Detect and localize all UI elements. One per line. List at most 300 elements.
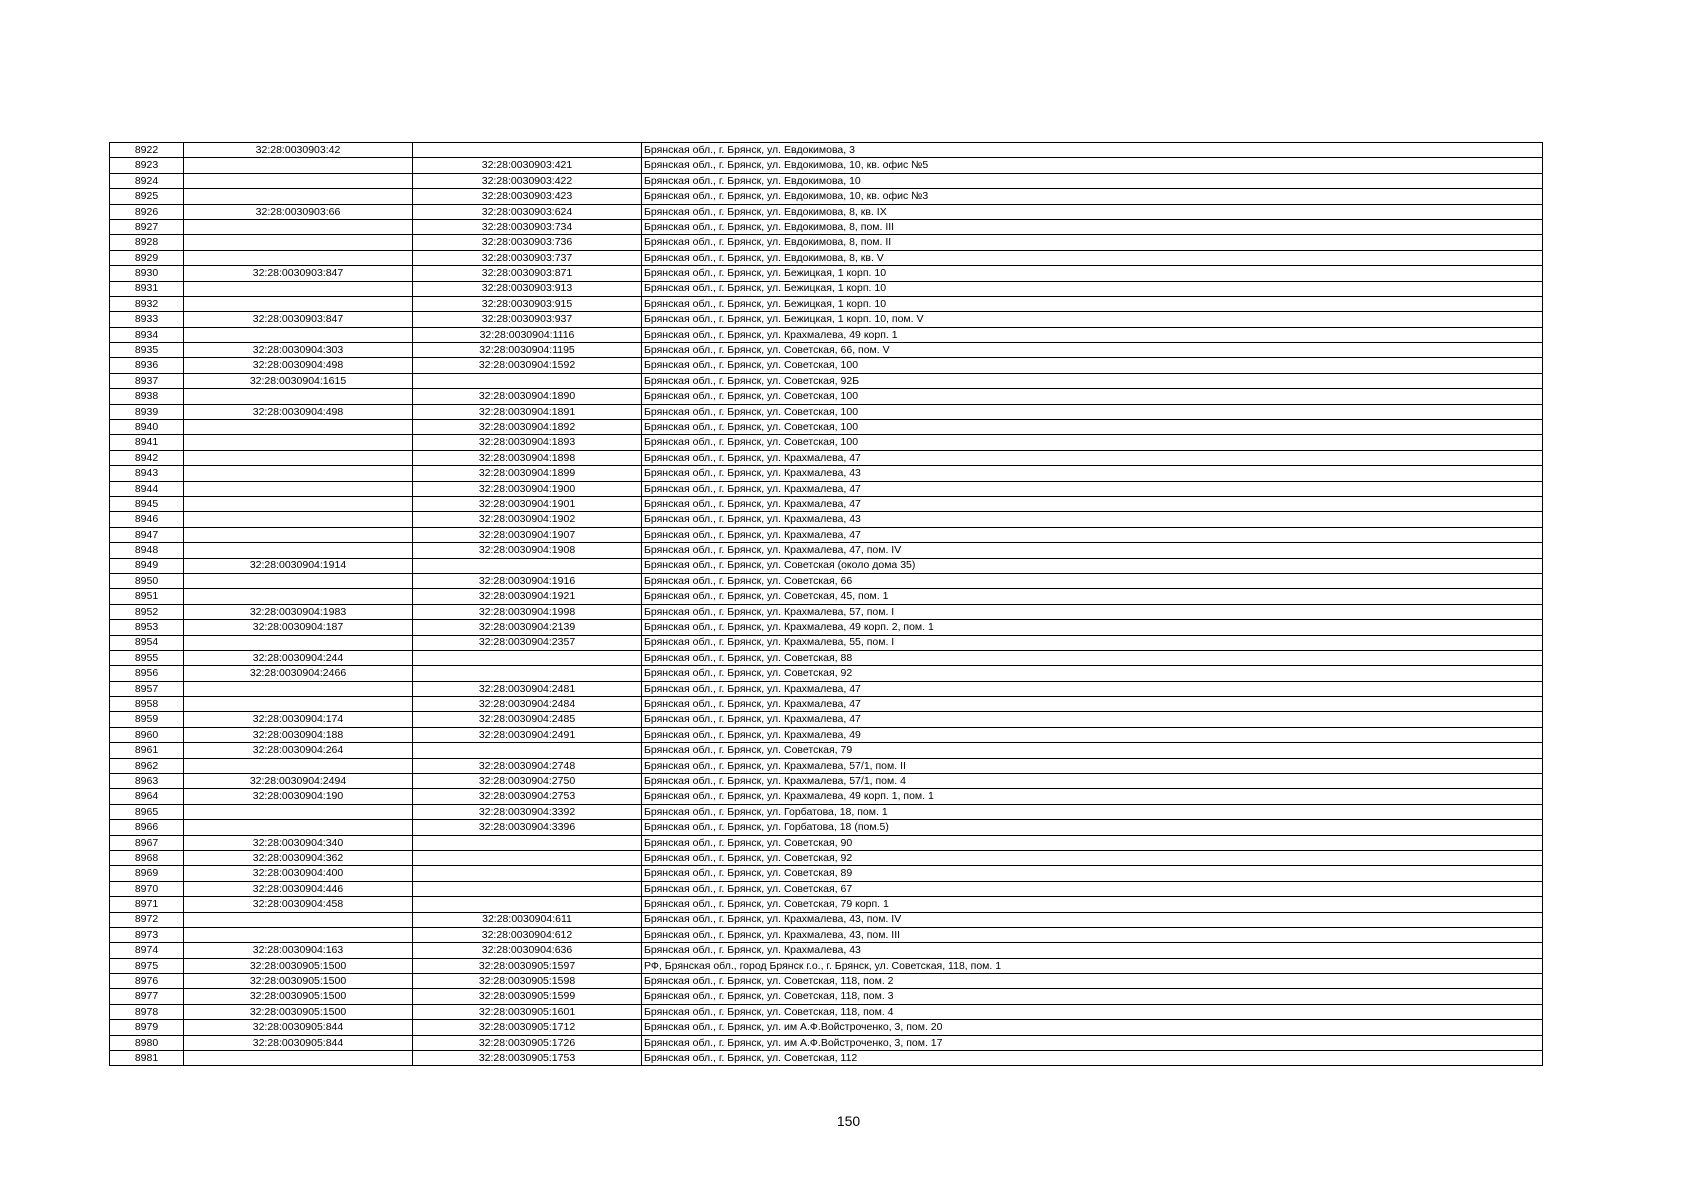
row-number-cell: 8929: [110, 250, 184, 265]
parcel-number-cell: [184, 420, 413, 435]
parcel-number-cell: 32:28:0030904:188: [184, 727, 413, 742]
table-row: [110, 912, 1543, 927]
table-row: [110, 697, 1543, 712]
address-cell: Брянская обл., г. Брянск, ул. Евдокимова, 8, пом. II: [642, 235, 1543, 250]
address-cell: Брянская обл., г. Брянск, ул. Крахмалева, 47: [642, 481, 1543, 496]
row-number-cell: 8931: [110, 281, 184, 296]
address-cell: Брянская обл., г. Брянск, ул. Советская, 100: [642, 358, 1543, 373]
object-number-cell: 32:28:0030903:624: [413, 204, 642, 219]
parcel-number-cell: [184, 389, 413, 404]
address-cell: Брянская обл., г. Брянск, ул. Советская, 118, пом. 4: [642, 1004, 1543, 1019]
row-number-cell: 8923: [110, 158, 184, 173]
address-cell: Брянская обл., г. Брянск, ул. Советская, 118, пом. 2: [642, 974, 1543, 989]
object-number-cell: [413, 881, 642, 896]
address-cell: Брянская обл., г. Брянск, ул. Крахмалева, 49 корп. 2, пом. 1: [642, 620, 1543, 635]
address-cell: Брянская обл., г. Брянск, ул. Бежицкая, 1 корп. 10: [642, 266, 1543, 281]
row-number-cell: 8958: [110, 697, 184, 712]
address-cell: Брянская обл., г. Брянск, ул. Советская, 88: [642, 650, 1543, 665]
parcel-number-cell: [184, 173, 413, 188]
table-row: [110, 666, 1543, 681]
address-cell: Брянская обл., г. Брянск, ул. Крахмалева, 47: [642, 527, 1543, 542]
row-number-cell: 8980: [110, 1035, 184, 1050]
parcel-number-cell: 32:28:0030905:1500: [184, 958, 413, 973]
row-number-cell: 8960: [110, 727, 184, 742]
row-number-cell: 8951: [110, 589, 184, 604]
parcel-number-cell: 32:28:0030904:446: [184, 881, 413, 896]
row-number-cell: 8941: [110, 435, 184, 450]
object-number-cell: 32:28:0030903:915: [413, 296, 642, 311]
object-number-cell: 32:28:0030904:1907: [413, 527, 642, 542]
parcel-number-cell: [184, 189, 413, 204]
parcel-number-cell: 32:28:0030905:1500: [184, 989, 413, 1004]
object-number-cell: 32:28:0030904:3396: [413, 820, 642, 835]
object-number-cell: 32:28:0030905:1597: [413, 958, 642, 973]
object-number-cell: 32:28:0030904:2481: [413, 681, 642, 696]
object-number-cell: 32:28:0030904:1195: [413, 343, 642, 358]
address-cell: Брянская обл., г. Брянск, ул. Крахмалева, 57, пом. I: [642, 604, 1543, 619]
table-row: [110, 1035, 1543, 1050]
address-cell: Брянская обл., г. Брянск, ул. Евдокимова, 3: [642, 143, 1543, 158]
object-number-cell: 32:28:0030903:736: [413, 235, 642, 250]
address-cell: Брянская обл., г. Брянск, ул. Крахмалева, 43, пом. IV: [642, 912, 1543, 927]
object-number-cell: 32:28:0030904:1892: [413, 420, 642, 435]
table-row: [110, 235, 1543, 250]
parcel-number-cell: 32:28:0030904:174: [184, 712, 413, 727]
address-cell: Брянская обл., г. Брянск, ул. Крахмалева, 47: [642, 681, 1543, 696]
row-number-cell: 8981: [110, 1051, 184, 1066]
table-row: [110, 219, 1543, 234]
row-number-cell: 8928: [110, 235, 184, 250]
row-number-cell: 8927: [110, 219, 184, 234]
table-row: [110, 573, 1543, 588]
parcel-number-cell: [184, 635, 413, 650]
object-number-cell: 32:28:0030904:636: [413, 943, 642, 958]
address-cell: Брянская обл., г. Брянск, ул. Евдокимова, 8, пом. III: [642, 219, 1543, 234]
row-number-cell: 8979: [110, 1020, 184, 1035]
address-cell: Брянская обл., г. Брянск, ул. Советская, 66, пом. V: [642, 343, 1543, 358]
row-number-cell: 8954: [110, 635, 184, 650]
row-number-cell: 8943: [110, 466, 184, 481]
table-row: [110, 989, 1543, 1004]
object-number-cell: 32:28:0030904:1891: [413, 404, 642, 419]
parcel-number-cell: 32:28:0030905:1500: [184, 1004, 413, 1019]
address-cell: Брянская обл., г. Брянск, ул. Крахмалева, 55, пом. I: [642, 635, 1543, 650]
parcel-number-cell: 32:28:0030905:1500: [184, 974, 413, 989]
table-row: [110, 758, 1543, 773]
object-number-cell: 32:28:0030904:2484: [413, 697, 642, 712]
parcel-number-cell: [184, 697, 413, 712]
parcel-number-cell: 32:28:0030904:264: [184, 743, 413, 758]
parcel-number-cell: [184, 820, 413, 835]
table-row: [110, 143, 1543, 158]
address-cell: Брянская обл., г. Брянск, ул. Крахмалева, 47: [642, 450, 1543, 465]
table-row: [110, 897, 1543, 912]
object-number-cell: 32:28:0030904:2491: [413, 727, 642, 742]
parcel-number-cell: [184, 219, 413, 234]
address-cell: Брянская обл., г. Брянск, ул. Советская, 45, пом. 1: [642, 589, 1543, 604]
row-number-cell: 8956: [110, 666, 184, 681]
object-number-cell: 32:28:0030904:1898: [413, 450, 642, 465]
parcel-number-cell: 32:28:0030904:1914: [184, 558, 413, 573]
row-number-cell: 8947: [110, 527, 184, 542]
table-row: [110, 835, 1543, 850]
table-row: [110, 681, 1543, 696]
row-number-cell: 8925: [110, 189, 184, 204]
object-number-cell: [413, 650, 642, 665]
row-number-cell: 8932: [110, 296, 184, 311]
object-number-cell: 32:28:0030904:1893: [413, 435, 642, 450]
table-row: [110, 189, 1543, 204]
object-number-cell: 32:28:0030903:421: [413, 158, 642, 173]
row-number-cell: 8974: [110, 943, 184, 958]
row-number-cell: 8969: [110, 866, 184, 881]
address-cell: РФ, Брянская обл., город Брянск г.о., г. Брянск, ул. Советская, 118, пом. 1: [642, 958, 1543, 973]
table-row: [110, 527, 1543, 542]
row-number-cell: 8938: [110, 389, 184, 404]
parcel-number-cell: 32:28:0030904:498: [184, 358, 413, 373]
table-row: [110, 804, 1543, 819]
address-cell: Брянская обл., г. Брянск, ул. Крахмалева, 49 корп. 1: [642, 327, 1543, 342]
address-cell: Брянская обл., г. Брянск, ул. Горбатова, 18 (пом.5): [642, 820, 1543, 835]
object-number-cell: 32:28:0030905:1598: [413, 974, 642, 989]
address-cell: Брянская обл., г. Брянск, ул. Советская, 79 корп. 1: [642, 897, 1543, 912]
object-number-cell: 32:28:0030904:1116: [413, 327, 642, 342]
address-cell: Брянская обл., г. Брянск, ул. Крахмалева, 43: [642, 512, 1543, 527]
address-cell: Брянская обл., г. Брянск, ул. Бежицкая, 1 корп. 10: [642, 296, 1543, 311]
table-row: [110, 343, 1543, 358]
address-cell: Брянская обл., г. Брянск, ул. Советская, 90: [642, 835, 1543, 850]
table-row: [110, 881, 1543, 896]
table-row: [110, 373, 1543, 388]
table-row: [110, 820, 1543, 835]
table-row: [110, 358, 1543, 373]
parcel-number-cell: [184, 804, 413, 819]
table-row: [110, 204, 1543, 219]
object-number-cell: 32:28:0030903:737: [413, 250, 642, 265]
address-cell: Брянская обл., г. Брянск, ул. Крахмалева, 43, пом. III: [642, 927, 1543, 942]
row-number-cell: 8953: [110, 620, 184, 635]
table-row: [110, 774, 1543, 789]
object-number-cell: 32:28:0030905:1599: [413, 989, 642, 1004]
object-number-cell: 32:28:0030904:1916: [413, 573, 642, 588]
table-row: [110, 312, 1543, 327]
parcel-number-cell: [184, 573, 413, 588]
table-row: [110, 420, 1543, 435]
table-row: [110, 158, 1543, 173]
row-number-cell: 8952: [110, 604, 184, 619]
parcel-number-cell: 32:28:0030905:844: [184, 1020, 413, 1035]
parcel-number-cell: 32:28:0030903:847: [184, 266, 413, 281]
parcel-number-cell: [184, 281, 413, 296]
parcel-number-cell: [184, 158, 413, 173]
registry-table-container: [109, 142, 1543, 1066]
address-cell: Брянская обл., г. Брянск, ул. им А.Ф.Войстроченко, 3, пом. 20: [642, 1020, 1543, 1035]
address-cell: Брянская обл., г. Брянск, ул. им А.Ф.Войстроченко, 3, пом. 17: [642, 1035, 1543, 1050]
parcel-number-cell: 32:28:0030904:187: [184, 620, 413, 635]
table-row: [110, 327, 1543, 342]
address-cell: Брянская обл., г. Брянск, ул. Крахмалева, 47, пом. IV: [642, 543, 1543, 558]
table-row: [110, 173, 1543, 188]
object-number-cell: [413, 558, 642, 573]
table-row: [110, 296, 1543, 311]
address-cell: Брянская обл., г. Брянск, ул. Советская, 92: [642, 666, 1543, 681]
row-number-cell: 8959: [110, 712, 184, 727]
address-cell: Брянская обл., г. Брянск, ул. Евдокимова, 10, кв. офис №5: [642, 158, 1543, 173]
row-number-cell: 8965: [110, 804, 184, 819]
parcel-number-cell: 32:28:0030904:244: [184, 650, 413, 665]
row-number-cell: 8975: [110, 958, 184, 973]
object-number-cell: 32:28:0030904:1890: [413, 389, 642, 404]
address-cell: Брянская обл., г. Брянск, ул. Советская, 92Б: [642, 373, 1543, 388]
object-number-cell: 32:28:0030904:2357: [413, 635, 642, 650]
address-cell: Брянская обл., г. Брянск, ул. Евдокимова, 8, кв. V: [642, 250, 1543, 265]
address-cell: Брянская обл., г. Брянск, ул. Горбатова, 18, пом. 1: [642, 804, 1543, 819]
parcel-number-cell: 32:28:0030903:42: [184, 143, 413, 158]
table-row: [110, 943, 1543, 958]
parcel-number-cell: [184, 327, 413, 342]
row-number-cell: 8978: [110, 1004, 184, 1019]
table-row: [110, 850, 1543, 865]
row-number-cell: 8939: [110, 404, 184, 419]
object-number-cell: 32:28:0030905:1601: [413, 1004, 642, 1019]
row-number-cell: 8964: [110, 789, 184, 804]
row-number-cell: 8976: [110, 974, 184, 989]
address-cell: Брянская обл., г. Брянск, ул. Советская, 79: [642, 743, 1543, 758]
address-cell: Брянская обл., г. Брянск, ул. Советская, 100: [642, 389, 1543, 404]
parcel-number-cell: 32:28:0030904:458: [184, 897, 413, 912]
row-number-cell: 8957: [110, 681, 184, 696]
parcel-number-cell: [184, 450, 413, 465]
table-row: [110, 712, 1543, 727]
object-number-cell: 32:28:0030904:2748: [413, 758, 642, 773]
object-number-cell: 32:28:0030904:1592: [413, 358, 642, 373]
object-number-cell: 32:28:0030905:1753: [413, 1051, 642, 1066]
row-number-cell: 8963: [110, 774, 184, 789]
address-cell: Брянская обл., г. Брянск, ул. Крахмалева, 47: [642, 712, 1543, 727]
address-cell: Брянская обл., г. Брянск, ул. Крахмалева, 57/1, пом. 4: [642, 774, 1543, 789]
table-row: [110, 512, 1543, 527]
row-number-cell: 8922: [110, 143, 184, 158]
row-number-cell: 8971: [110, 897, 184, 912]
address-cell: Брянская обл., г. Брянск, ул. Евдокимова, 10, кв. офис №3: [642, 189, 1543, 204]
table-row: [110, 404, 1543, 419]
row-number-cell: 8942: [110, 450, 184, 465]
address-cell: Брянская обл., г. Брянск, ул. Бежицкая, 1 корп. 10, пом. V: [642, 312, 1543, 327]
address-cell: Брянская обл., г. Брянск, ул. Крахмалева, 43: [642, 466, 1543, 481]
row-number-cell: 8944: [110, 481, 184, 496]
row-number-cell: 8930: [110, 266, 184, 281]
address-cell: Брянская обл., г. Брянск, ул. Крахмалева, 47: [642, 496, 1543, 511]
object-number-cell: 32:28:0030904:1902: [413, 512, 642, 527]
object-number-cell: 32:28:0030904:1921: [413, 589, 642, 604]
table-row: [110, 481, 1543, 496]
table-row: [110, 435, 1543, 450]
object-number-cell: [413, 897, 642, 912]
address-cell: Брянская обл., г. Брянск, ул. Крахмалева, 43: [642, 943, 1543, 958]
object-number-cell: [413, 373, 642, 388]
address-cell: Брянская обл., г. Брянск, ул. Евдокимова, 8, кв. IX: [642, 204, 1543, 219]
object-number-cell: 32:28:0030905:1712: [413, 1020, 642, 1035]
object-number-cell: 32:28:0030903:734: [413, 219, 642, 234]
row-number-cell: 8936: [110, 358, 184, 373]
address-cell: Брянская обл., г. Брянск, ул. Советская, 100: [642, 404, 1543, 419]
object-number-cell: 32:28:0030904:611: [413, 912, 642, 927]
table-row: [110, 496, 1543, 511]
object-number-cell: 32:28:0030904:1908: [413, 543, 642, 558]
table-row: [110, 866, 1543, 881]
address-cell: Брянская обл., г. Брянск, ул. Советская, 67: [642, 881, 1543, 896]
registry-table-body: [110, 143, 1543, 1066]
row-number-cell: 8934: [110, 327, 184, 342]
table-row: [110, 589, 1543, 604]
table-row: [110, 635, 1543, 650]
parcel-number-cell: 32:28:0030903:66: [184, 204, 413, 219]
object-number-cell: 32:28:0030904:2139: [413, 620, 642, 635]
parcel-number-cell: 32:28:0030904:163: [184, 943, 413, 958]
address-cell: Брянская обл., г. Брянск, ул. Советская, 66: [642, 573, 1543, 588]
table-row: [110, 789, 1543, 804]
row-number-cell: 8933: [110, 312, 184, 327]
object-number-cell: 32:28:0030904:2753: [413, 789, 642, 804]
parcel-number-cell: [184, 496, 413, 511]
object-number-cell: 32:28:0030904:1998: [413, 604, 642, 619]
object-number-cell: 32:28:0030903:422: [413, 173, 642, 188]
parcel-number-cell: [184, 543, 413, 558]
row-number-cell: 8968: [110, 850, 184, 865]
parcel-number-cell: 32:28:0030904:1983: [184, 604, 413, 619]
object-number-cell: 32:28:0030904:2485: [413, 712, 642, 727]
parcel-number-cell: 32:28:0030904:2466: [184, 666, 413, 681]
table-row: [110, 266, 1543, 281]
object-number-cell: 32:28:0030903:913: [413, 281, 642, 296]
parcel-number-cell: [184, 1051, 413, 1066]
address-cell: Брянская обл., г. Брянск, ул. Советская, 100: [642, 435, 1543, 450]
table-row: [110, 543, 1543, 558]
table-row: [110, 281, 1543, 296]
row-number-cell: 8945: [110, 496, 184, 511]
address-cell: Брянская обл., г. Брянск, ул. Советская, 118, пом. 3: [642, 989, 1543, 1004]
parcel-number-cell: 32:28:0030904:2494: [184, 774, 413, 789]
object-number-cell: 32:28:0030904:2750: [413, 774, 642, 789]
table-row: [110, 727, 1543, 742]
row-number-cell: 8926: [110, 204, 184, 219]
parcel-number-cell: 32:28:0030904:400: [184, 866, 413, 881]
object-number-cell: 32:28:0030903:871: [413, 266, 642, 281]
parcel-number-cell: 32:28:0030904:303: [184, 343, 413, 358]
object-number-cell: [413, 143, 642, 158]
parcel-number-cell: [184, 681, 413, 696]
parcel-number-cell: [184, 481, 413, 496]
object-number-cell: 32:28:0030904:612: [413, 927, 642, 942]
table-row: [110, 1004, 1543, 1019]
table-row: [110, 1020, 1543, 1035]
parcel-number-cell: 32:28:0030904:498: [184, 404, 413, 419]
parcel-number-cell: [184, 927, 413, 942]
row-number-cell: 8967: [110, 835, 184, 850]
object-number-cell: 32:28:0030905:1726: [413, 1035, 642, 1050]
address-cell: Брянская обл., г. Брянск, ул. Советская, 92: [642, 850, 1543, 865]
row-number-cell: 8962: [110, 758, 184, 773]
address-cell: Брянская обл., г. Брянск, ул. Советская, 89: [642, 866, 1543, 881]
row-number-cell: 8949: [110, 558, 184, 573]
row-number-cell: 8955: [110, 650, 184, 665]
parcel-number-cell: 32:28:0030904:340: [184, 835, 413, 850]
table-row: [110, 250, 1543, 265]
row-number-cell: 8966: [110, 820, 184, 835]
table-row: [110, 927, 1543, 942]
address-cell: Брянская обл., г. Брянск, ул. Евдокимова, 10: [642, 173, 1543, 188]
object-number-cell: [413, 743, 642, 758]
parcel-number-cell: [184, 589, 413, 604]
address-cell: Брянская обл., г. Брянск, ул. Крахмалева, 57/1, пом. II: [642, 758, 1543, 773]
table-row: [110, 650, 1543, 665]
row-number-cell: 8970: [110, 881, 184, 896]
row-number-cell: 8935: [110, 343, 184, 358]
page-number: 150: [836, 1113, 861, 1129]
row-number-cell: 8924: [110, 173, 184, 188]
row-number-cell: 8950: [110, 573, 184, 588]
parcel-number-cell: 32:28:0030904:362: [184, 850, 413, 865]
object-number-cell: 32:28:0030904:3392: [413, 804, 642, 819]
row-number-cell: 8961: [110, 743, 184, 758]
address-cell: Брянская обл., г. Брянск, ул. Советская (около дома 35): [642, 558, 1543, 573]
address-cell: Брянская обл., г. Брянск, ул. Советская, 100: [642, 420, 1543, 435]
row-number-cell: 8973: [110, 927, 184, 942]
parcel-number-cell: [184, 466, 413, 481]
object-number-cell: [413, 866, 642, 881]
parcel-number-cell: [184, 512, 413, 527]
parcel-number-cell: [184, 235, 413, 250]
table-row: [110, 1051, 1543, 1066]
address-cell: Брянская обл., г. Брянск, ул. Бежицкая, 1 корп. 10: [642, 281, 1543, 296]
parcel-number-cell: [184, 435, 413, 450]
parcel-number-cell: 32:28:0030904:190: [184, 789, 413, 804]
table-row: [110, 558, 1543, 573]
row-number-cell: 8977: [110, 989, 184, 1004]
parcel-number-cell: 32:28:0030905:844: [184, 1035, 413, 1050]
parcel-number-cell: [184, 527, 413, 542]
row-number-cell: 8946: [110, 512, 184, 527]
object-number-cell: 32:28:0030903:423: [413, 189, 642, 204]
address-cell: Брянская обл., г. Брянск, ул. Крахмалева, 49 корп. 1, пом. 1: [642, 789, 1543, 804]
object-number-cell: [413, 666, 642, 681]
table-row: [110, 974, 1543, 989]
object-number-cell: 32:28:0030904:1899: [413, 466, 642, 481]
parcel-number-cell: [184, 296, 413, 311]
parcel-number-cell: [184, 758, 413, 773]
object-number-cell: 32:28:0030903:937: [413, 312, 642, 327]
address-cell: Брянская обл., г. Брянск, ул. Крахмалева, 47: [642, 697, 1543, 712]
parcel-number-cell: 32:28:0030903:847: [184, 312, 413, 327]
row-number-cell: 8972: [110, 912, 184, 927]
registry-table: [109, 142, 1543, 1066]
row-number-cell: 8937: [110, 373, 184, 388]
row-number-cell: 8940: [110, 420, 184, 435]
parcel-number-cell: 32:28:0030904:1615: [184, 373, 413, 388]
table-row: [110, 620, 1543, 635]
object-number-cell: 32:28:0030904:1901: [413, 496, 642, 511]
table-row: [110, 466, 1543, 481]
table-row: [110, 958, 1543, 973]
table-row: [110, 450, 1543, 465]
address-cell: Брянская обл., г. Брянск, ул. Советская, 112: [642, 1051, 1543, 1066]
object-number-cell: [413, 850, 642, 865]
row-number-cell: 8948: [110, 543, 184, 558]
table-row: [110, 604, 1543, 619]
object-number-cell: [413, 835, 642, 850]
table-row: [110, 389, 1543, 404]
address-cell: Брянская обл., г. Брянск, ул. Крахмалева, 49: [642, 727, 1543, 742]
